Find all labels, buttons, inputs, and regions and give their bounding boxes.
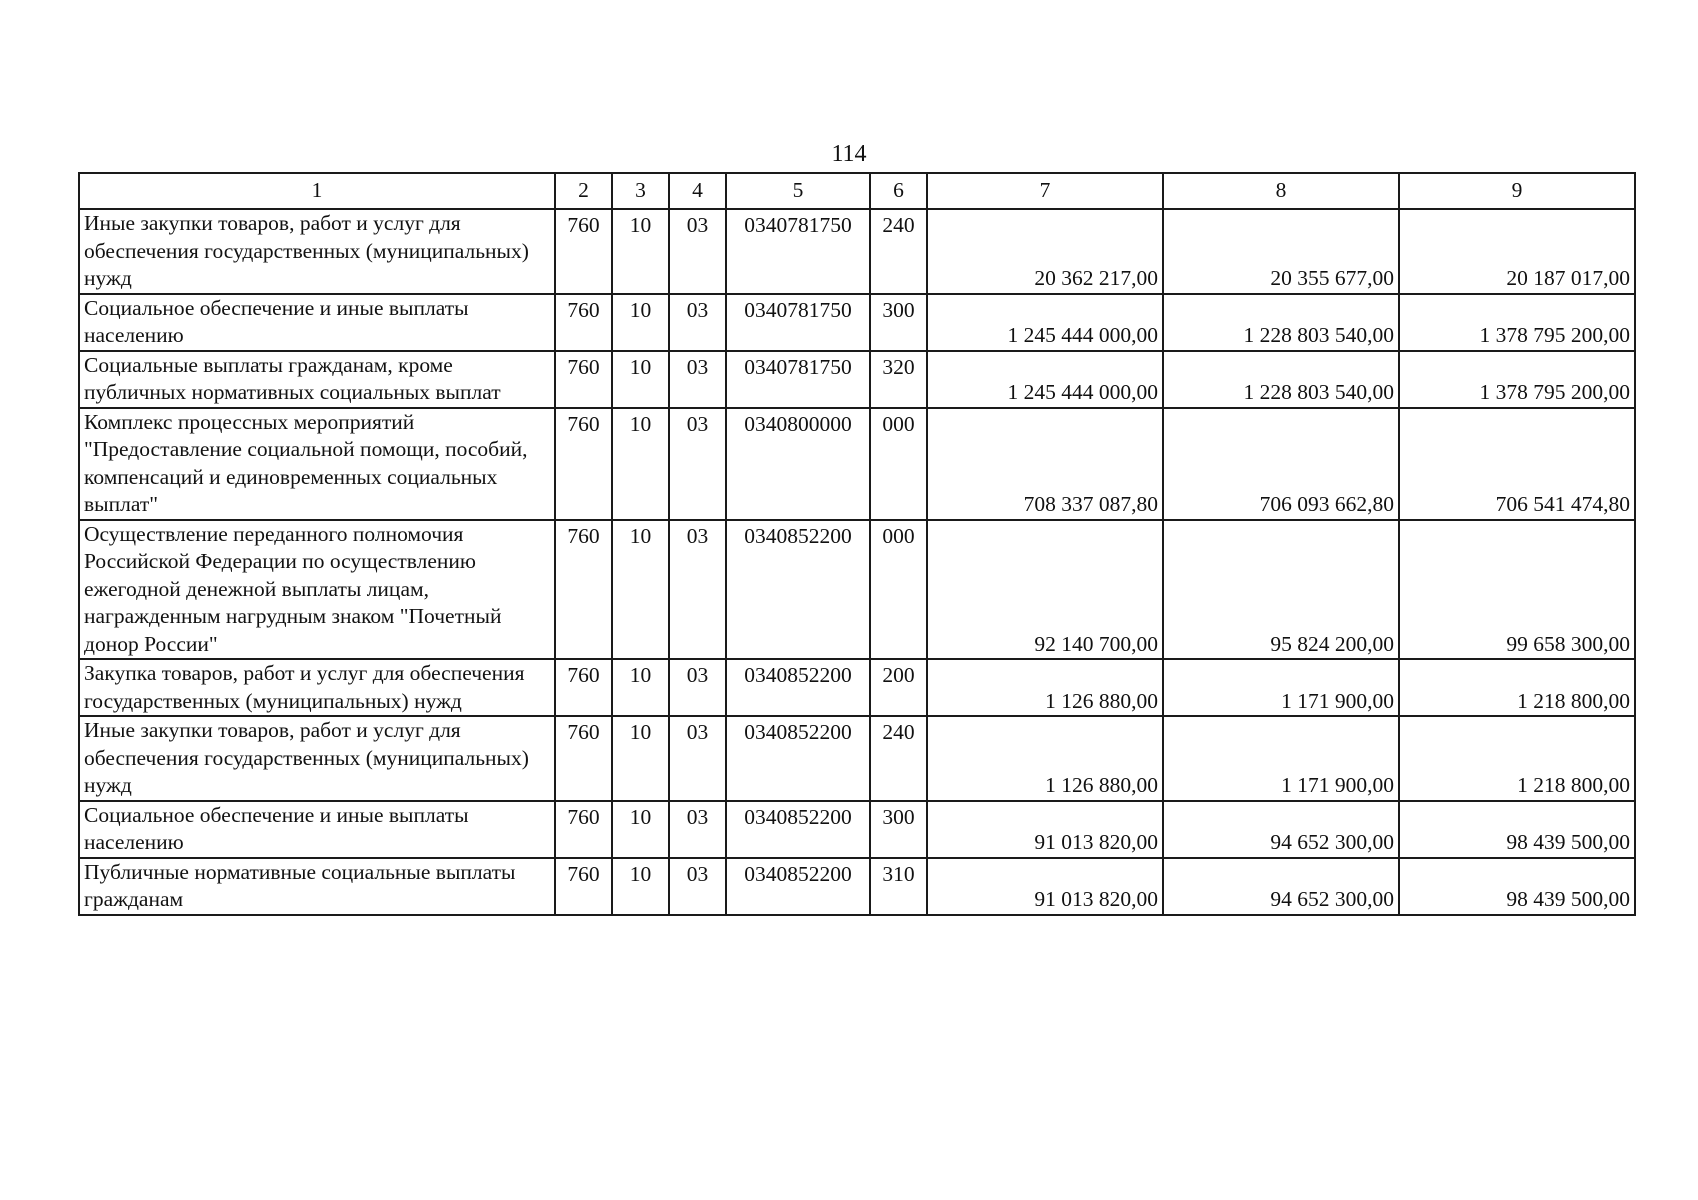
row-name-cell: Социальные выплаты гражданам, кроме публичных нормативных социальных выплат — [79, 351, 555, 408]
target-article-cell: 0340852200 — [726, 520, 870, 660]
expense-type-cell: 320 — [870, 351, 927, 408]
amount-cell: 1 126 880,00 — [927, 659, 1163, 716]
header-cell: 4 — [669, 173, 726, 209]
code-cell: 760 — [555, 209, 612, 294]
subsection-cell: 03 — [669, 801, 726, 858]
amount-cell: 99 658 300,00 — [1399, 520, 1635, 660]
table-body — [79, 209, 1635, 915]
header-cell: 8 — [1163, 173, 1399, 209]
amount-cell: 92 140 700,00 — [927, 520, 1163, 660]
target-article-cell: 0340852200 — [726, 659, 870, 716]
subsection-cell: 03 — [669, 659, 726, 716]
table-row — [79, 801, 1635, 858]
expense-type-cell: 200 — [870, 659, 927, 716]
header-cell: 2 — [555, 173, 612, 209]
amount-cell: 1 171 900,00 — [1163, 659, 1399, 716]
header-cell: 9 — [1399, 173, 1635, 209]
header-cell: 1 — [79, 173, 555, 209]
code-cell: 760 — [555, 294, 612, 351]
amount-cell: 1 245 444 000,00 — [927, 351, 1163, 408]
amount-cell: 1 245 444 000,00 — [927, 294, 1163, 351]
subsection-cell: 03 — [669, 520, 726, 660]
target-article-cell: 0340781750 — [726, 351, 870, 408]
amount-cell: 94 652 300,00 — [1163, 801, 1399, 858]
subsection-cell: 03 — [669, 408, 726, 520]
expense-type-cell: 310 — [870, 858, 927, 915]
amount-cell: 20 362 217,00 — [927, 209, 1163, 294]
code-cell: 760 — [555, 408, 612, 520]
amount-cell: 1 218 800,00 — [1399, 716, 1635, 801]
subsection-cell: 03 — [669, 716, 726, 801]
section-cell: 10 — [612, 408, 669, 520]
code-cell: 760 — [555, 659, 612, 716]
row-name-cell: Социальное обеспечение и иные выплаты населению — [79, 801, 555, 858]
header-row — [79, 173, 1635, 209]
target-article-cell: 0340781750 — [726, 209, 870, 294]
expense-type-cell: 240 — [870, 209, 927, 294]
row-name-cell: Публичные нормативные социальные выплаты гражданам — [79, 858, 555, 915]
header-cell: 3 — [612, 173, 669, 209]
amount-cell: 1 171 900,00 — [1163, 716, 1399, 801]
amount-cell: 20 187 017,00 — [1399, 209, 1635, 294]
table-row — [79, 351, 1635, 408]
amount-cell: 706 093 662,80 — [1163, 408, 1399, 520]
table-row — [79, 209, 1635, 294]
header-cell: 6 — [870, 173, 927, 209]
section-cell: 10 — [612, 716, 669, 801]
section-cell: 10 — [612, 520, 669, 660]
amount-cell: 20 355 677,00 — [1163, 209, 1399, 294]
subsection-cell: 03 — [669, 209, 726, 294]
amount-cell: 1 218 800,00 — [1399, 659, 1635, 716]
amount-cell: 95 824 200,00 — [1163, 520, 1399, 660]
table-row — [79, 408, 1635, 520]
amount-cell: 708 337 087,80 — [927, 408, 1163, 520]
subsection-cell: 03 — [669, 294, 726, 351]
code-cell: 760 — [555, 520, 612, 660]
section-cell: 10 — [612, 858, 669, 915]
header-cell: 7 — [927, 173, 1163, 209]
table-row — [79, 659, 1635, 716]
code-cell: 760 — [555, 716, 612, 801]
target-article-cell: 0340800000 — [726, 408, 870, 520]
table-row — [79, 294, 1635, 351]
amount-cell: 1 228 803 540,00 — [1163, 351, 1399, 408]
amount-cell: 91 013 820,00 — [927, 801, 1163, 858]
table-row — [79, 858, 1635, 915]
code-cell: 760 — [555, 351, 612, 408]
section-cell: 10 — [612, 351, 669, 408]
header-cell: 5 — [726, 173, 870, 209]
amount-cell: 706 541 474,80 — [1399, 408, 1635, 520]
expense-type-cell: 000 — [870, 408, 927, 520]
target-article-cell: 0340852200 — [726, 801, 870, 858]
row-name-cell: Иные закупки товаров, работ и услуг для обеспечения государственных (муниципальных) нужд — [79, 716, 555, 801]
amount-cell: 1 378 795 200,00 — [1399, 294, 1635, 351]
table-row — [79, 716, 1635, 801]
section-cell: 10 — [612, 659, 669, 716]
budget-table — [78, 172, 1636, 916]
target-article-cell: 0340781750 — [726, 294, 870, 351]
amount-cell: 98 439 500,00 — [1399, 858, 1635, 915]
table-row — [79, 520, 1635, 660]
amount-cell: 1 126 880,00 — [927, 716, 1163, 801]
row-name-cell: Иные закупки товаров, работ и услуг для обеспечения государственных (муниципальных) нужд — [79, 209, 555, 294]
amount-cell: 98 439 500,00 — [1399, 801, 1635, 858]
amount-cell: 94 652 300,00 — [1163, 858, 1399, 915]
expense-type-cell: 300 — [870, 801, 927, 858]
row-name-cell: Комплекс процессных мероприятий "Предоставление социальной помощи, пособий, компенсаций и единовременных социальных выплат" — [79, 408, 555, 520]
subsection-cell: 03 — [669, 858, 726, 915]
row-name-cell: Осуществление переданного полномочия Российской Федерации по осуществлению ежегодной денежной выплаты лицам, награжденным нагрудным знаком "Почетный донор России" — [79, 520, 555, 660]
expense-type-cell: 300 — [870, 294, 927, 351]
table-header — [79, 173, 1635, 209]
expense-type-cell: 000 — [870, 520, 927, 660]
code-cell: 760 — [555, 801, 612, 858]
section-cell: 10 — [612, 294, 669, 351]
expense-type-cell: 240 — [870, 716, 927, 801]
amount-cell: 1 378 795 200,00 — [1399, 351, 1635, 408]
code-cell: 760 — [555, 858, 612, 915]
amount-cell: 91 013 820,00 — [927, 858, 1163, 915]
page-number: 114 — [831, 141, 867, 167]
section-cell: 10 — [612, 209, 669, 294]
section-cell: 10 — [612, 801, 669, 858]
subsection-cell: 03 — [669, 351, 726, 408]
target-article-cell: 0340852200 — [726, 716, 870, 801]
target-article-cell: 0340852200 — [726, 858, 870, 915]
amount-cell: 1 228 803 540,00 — [1163, 294, 1399, 351]
row-name-cell: Социальное обеспечение и иные выплаты населению — [79, 294, 555, 351]
row-name-cell: Закупка товаров, работ и услуг для обеспечения государственных (муниципальных) нужд — [79, 659, 555, 716]
